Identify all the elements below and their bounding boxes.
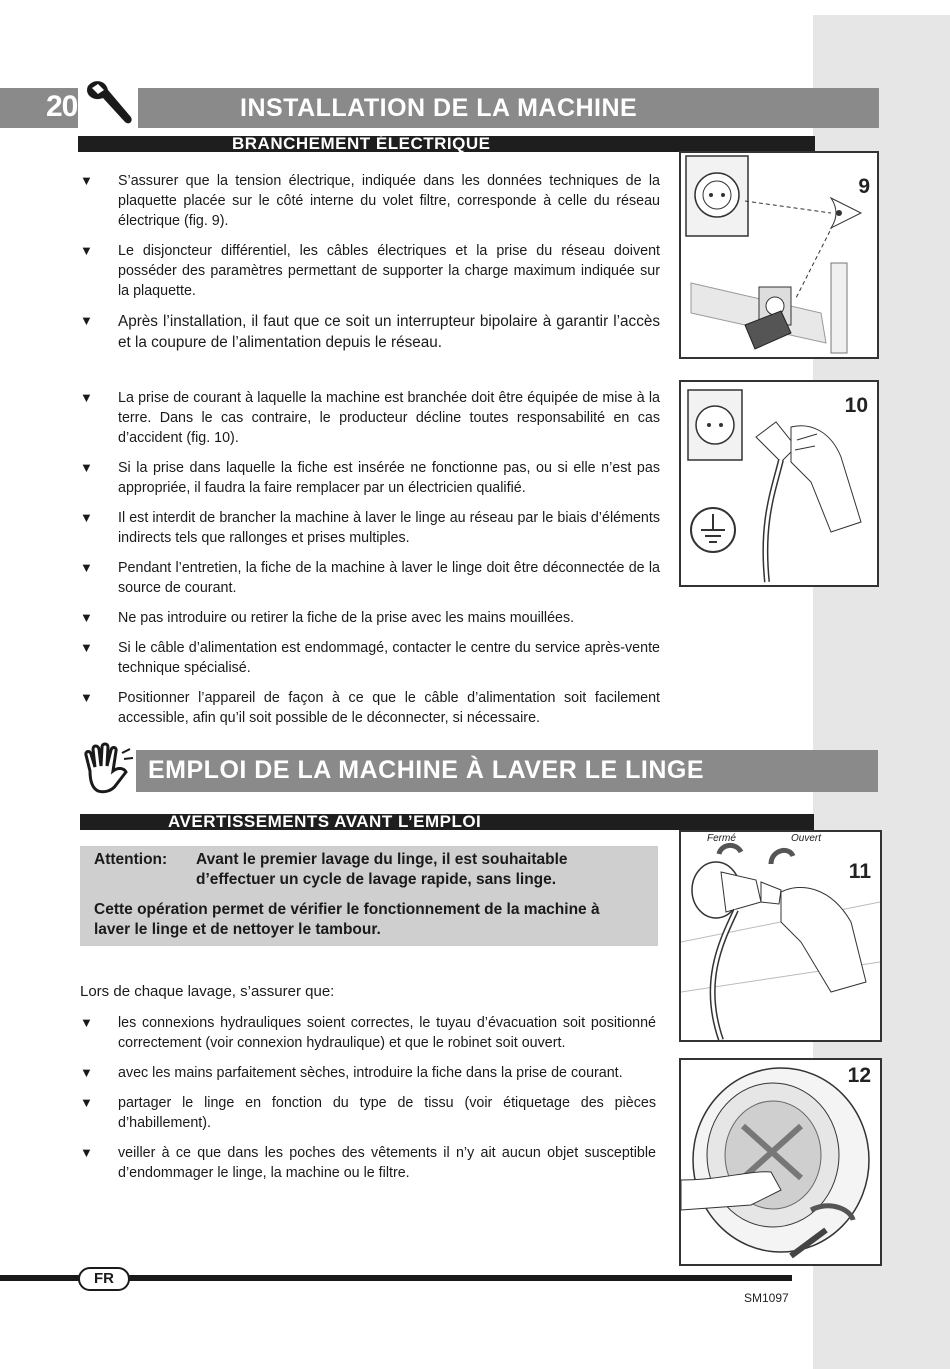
list-item: ▼ les connexions hydrauliques soient correctes, le tuyau d’évacuation soit positionné correctement (voir connexion hydraulique) et que le robinet soit ouvert. bbox=[80, 1015, 656, 1051]
bullet-triangle-icon: ▼ bbox=[80, 560, 93, 575]
figure-9 bbox=[679, 151, 879, 359]
intro-text: Lors de chaque lavage, s’assurer que: bbox=[80, 983, 335, 1000]
bullet-list-electrical-b bbox=[80, 388, 660, 738]
bullet-triangle-icon: ▼ bbox=[80, 640, 93, 655]
drum-illustration bbox=[681, 1060, 880, 1264]
document-code: SM1097 bbox=[744, 1291, 789, 1305]
page-number: 20 bbox=[46, 90, 78, 123]
bullet-triangle-icon: ▼ bbox=[80, 313, 93, 328]
bullet-triangle-icon: ▼ bbox=[80, 460, 93, 475]
figure-10 bbox=[679, 380, 879, 587]
warning-text-2: Cette opération permet de vérifier le fonctionnement de la machine à laver le linge et de nettoyer le tambour. bbox=[94, 901, 600, 938]
warning-text: Avant le premier lavage du linge, il est souhaitable d’effectuer un cycle de lavage rapide, sans linge. bbox=[196, 851, 568, 888]
bullet-list-usage bbox=[80, 1013, 656, 1193]
list-item: ▼ Si la prise dans laquelle la fiche est insérée ne fonctionne pas, ou si elle n’est pas appropriée, il faudra la faire remplacer par un électricien qualifié. bbox=[80, 460, 660, 496]
bullet-triangle-icon: ▼ bbox=[80, 243, 93, 258]
list-item: ▼ Positionner l’appareil de façon à ce que le câble d’alimentation soit facilement accessible, afin qu’il soit possible de le déconnecter, si nécessaire. bbox=[80, 690, 660, 726]
figure-number: 9 bbox=[858, 175, 870, 198]
figure-11 bbox=[679, 830, 882, 1042]
list-item: ▼ Il est interdit de brancher la machine à laver le linge au réseau par le biais d’éléments indirects tels que rallonges et prises multiples. bbox=[80, 510, 660, 546]
list-item: ▼ La prise de courant à laquelle la machine est branchée doit être équipée de mise à la terre. Dans le cas contraire, le producteur décline toutes responsabilité en cas d’accident (fig. 10). bbox=[80, 390, 660, 446]
list-item: ▼ avec les mains parfaitement sèches, introduire la fiche dans la prise de courant. bbox=[80, 1065, 623, 1081]
figure-number: 11 bbox=[848, 860, 871, 883]
warning-box bbox=[80, 846, 658, 946]
bullet-triangle-icon: ▼ bbox=[80, 510, 93, 525]
open-label: Ouvert bbox=[791, 833, 822, 844]
language-badge: FR bbox=[78, 1267, 130, 1291]
hand-icon bbox=[78, 741, 136, 799]
list-item: ▼ Si le câble d’alimentation est endommagé, contacter le centre du service après-vente technique spécialisé. bbox=[80, 640, 660, 676]
bullet-triangle-icon: ▼ bbox=[80, 1095, 93, 1110]
figure-12 bbox=[679, 1058, 882, 1266]
wrench-icon bbox=[78, 72, 138, 134]
list-item: ▼ partager le linge en fonction du type de tissu (voir étiquetage des pièces d’habillement). bbox=[80, 1095, 656, 1131]
bullet-triangle-icon: ▼ bbox=[80, 1065, 93, 1080]
warning-label: Attention: bbox=[94, 851, 168, 868]
subsection-title: AVERTISSEMENTS AVANT L’EMPLOI bbox=[168, 812, 482, 831]
closed-label: Fermé bbox=[707, 833, 736, 844]
figure-number: 12 bbox=[847, 1064, 871, 1087]
bullet-triangle-icon: ▼ bbox=[80, 610, 93, 625]
list-item: ▼ S’assurer que la tension électrique, indiquée dans les données techniques de la plaquette placée sur le côté interne du volet filtre, corresponde à celle du réseau électrique (fig. 9). bbox=[80, 173, 660, 229]
list-item: ▼ Le disjoncteur différentiel, les câbles électriques et la prise du réseau doivent posséder des paramètres permettant de supporter la charge maximum indiquée sur la plaquette. bbox=[80, 243, 660, 299]
list-item: ▼ veiller à ce que dans les poches des vêtements il n’y ait aucun objet susceptible d’endommager le linge, la machine ou le filtre. bbox=[80, 1145, 656, 1181]
bullet-triangle-icon: ▼ bbox=[80, 390, 93, 405]
socket-illustration bbox=[681, 153, 877, 357]
bullet-list-electrical-a bbox=[80, 171, 660, 363]
list-item: ▼ Pendant l’entretien, la fiche de la machine à laver le linge doit être déconnectée de la source de courant. bbox=[80, 560, 660, 596]
list-item: ▼ Après l’installation, il faut que ce soit un interrupteur bipolaire à garantir l’accès et la coupure de l’alimentation depuis le réseau. bbox=[80, 313, 660, 351]
bullet-triangle-icon: ▼ bbox=[80, 690, 93, 705]
earth-ground-icon bbox=[691, 508, 735, 552]
bullet-triangle-icon: ▼ bbox=[80, 1015, 93, 1030]
figure-number: 10 bbox=[844, 394, 868, 417]
bullet-triangle-icon: ▼ bbox=[80, 1145, 93, 1160]
section-title: EMPLOI DE LA MACHINE À LAVER LE LINGE bbox=[148, 756, 705, 784]
list-item: ▼ Ne pas introduire ou retirer la fiche de la prise avec les mains mouillées. bbox=[80, 610, 575, 626]
bullet-triangle-icon: ▼ bbox=[80, 173, 93, 188]
subsection-title: BRANCHEMENT ÉLECTRIQUE bbox=[232, 134, 491, 153]
section-title: INSTALLATION DE LA MACHINE bbox=[240, 94, 638, 122]
